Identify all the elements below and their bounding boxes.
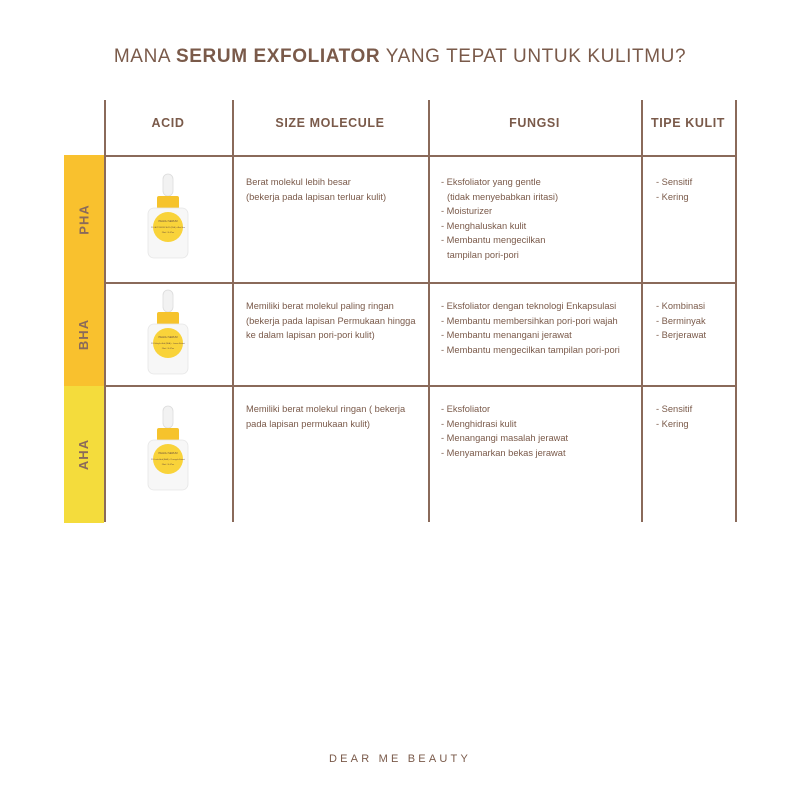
fungsi-line: - Eksfoliator dengan teknologi Enkapsulasi <box>441 301 617 311</box>
band-pha <box>64 155 104 283</box>
size-line: pada lapisan permukaan kulit) <box>246 418 371 429</box>
grid-line <box>104 155 736 157</box>
fungsi-line: - Menghidrasi kulit <box>441 418 517 429</box>
size-line: (bekerja pada lapisan Permukaan hingga <box>246 315 416 326</box>
tipe-line: - Kering <box>656 191 689 202</box>
grid-line <box>104 100 106 522</box>
header-acid: ACID <box>151 116 185 130</box>
title-prefix: MANA <box>113 46 176 67</box>
fungsi-pha <box>441 175 639 262</box>
bottle-brand: PEACH SERUM <box>158 220 178 223</box>
fungsi-bha <box>441 299 639 357</box>
header-size-molecule: SIZE MOLECULE <box>275 116 385 130</box>
tipe-line: - Sensitif <box>656 177 693 187</box>
tipe-kulit-pha <box>656 175 734 204</box>
tipe-kulit-aha <box>656 402 734 431</box>
fungsi-line: - Membantu menangani jerawat <box>441 330 572 340</box>
fungsi-line: tampilan pori-pori <box>447 249 519 260</box>
size-molecule-pha <box>246 175 426 204</box>
bottle-volume: 20ml / 0.67oz <box>161 232 175 234</box>
serum-bottle-bha <box>138 288 198 378</box>
tipe-line: - Berminyak <box>656 315 706 326</box>
bottle-brand: PEACH SERUM <box>158 336 178 339</box>
grid-line <box>104 385 736 387</box>
band-aha <box>64 386 104 523</box>
brand-footer: DEAR ME BEAUTY <box>329 753 471 765</box>
serum-bottle-pha <box>138 172 198 262</box>
tipe-line: - Sensitif <box>656 404 693 414</box>
bottle-ingredient: 2% LACTOBIONIC ACID (PHA) + Aloe Vera <box>151 227 192 229</box>
size-molecule-aha <box>246 402 426 431</box>
size-molecule-bha <box>246 299 426 343</box>
fungsi-line: - Menghaluskan kulit <box>441 220 527 231</box>
fungsi-line: - Eksfoliator yang gentle <box>441 177 541 187</box>
size-line: Memiliki berat molekul paling ringan <box>246 301 394 311</box>
bottle-volume: 20ml / 0.67oz <box>161 348 175 350</box>
fungsi-line: - Membantu mengecilkan tampilan pori-pori <box>441 344 620 355</box>
bottle-ingredient: 2% Salicylic Acid (BHA) + Lemon Extract <box>151 343 189 345</box>
size-line: (bekerja pada lapisan terluar kulit) <box>246 191 387 202</box>
bottle-volume: 20ml / 0.67oz <box>161 464 175 466</box>
grid-line <box>735 100 737 522</box>
title-suffix: YANG TEPAT UNTUK KULITMU? <box>380 46 687 67</box>
header-fungsi: FUNGSI <box>509 116 560 130</box>
grid-line <box>428 100 430 522</box>
tipe-line: - Berjerawat <box>656 330 707 340</box>
tipe-kulit-bha <box>656 299 734 343</box>
page-title <box>0 46 800 68</box>
fungsi-line: (tidak menyebabkan iritasi) <box>447 191 559 202</box>
title-bold: SERUM EXFOLIATOR <box>176 46 381 67</box>
fungsi-line: - Eksfoliator <box>441 404 491 414</box>
band-bha <box>64 283 104 386</box>
acid-label-bha: BHA <box>76 318 92 351</box>
fungsi-line: - Menyamarkan bekas jerawat <box>441 447 566 458</box>
serum-bottle-aha <box>138 404 198 494</box>
size-line: Memiliki berat molekul ringan ( bekerja <box>246 404 406 414</box>
fungsi-line: - Menangangi masalah jerawat <box>441 433 569 443</box>
acid-label-pha: PHA <box>76 203 92 235</box>
grid-line <box>232 100 234 522</box>
header-tipe-kulit: TIPE KULIT <box>650 116 726 130</box>
acid-label-aha: AHA <box>76 438 92 471</box>
fungsi-line: - Moisturizer <box>441 206 493 216</box>
tipe-line: - Kombinasi <box>656 301 706 311</box>
fungsi-aha <box>441 402 639 460</box>
grid-line <box>641 100 643 522</box>
size-line: ke dalam lapisan pori-pori kulit) <box>246 330 375 340</box>
tipe-line: - Kering <box>656 418 689 429</box>
fungsi-line: - Membantu membersihkan pori-pori wajah <box>441 315 618 326</box>
grid-line <box>104 282 736 284</box>
size-line: Berat molekul lebih besar <box>246 177 351 187</box>
fungsi-line: - Membantu mengecilkan <box>441 235 546 245</box>
bottle-ingredient: 2% Lactic Acid (AHA) + Pineapple Extract <box>151 459 190 461</box>
bottle-brand: PEACH SERUM <box>158 452 178 455</box>
